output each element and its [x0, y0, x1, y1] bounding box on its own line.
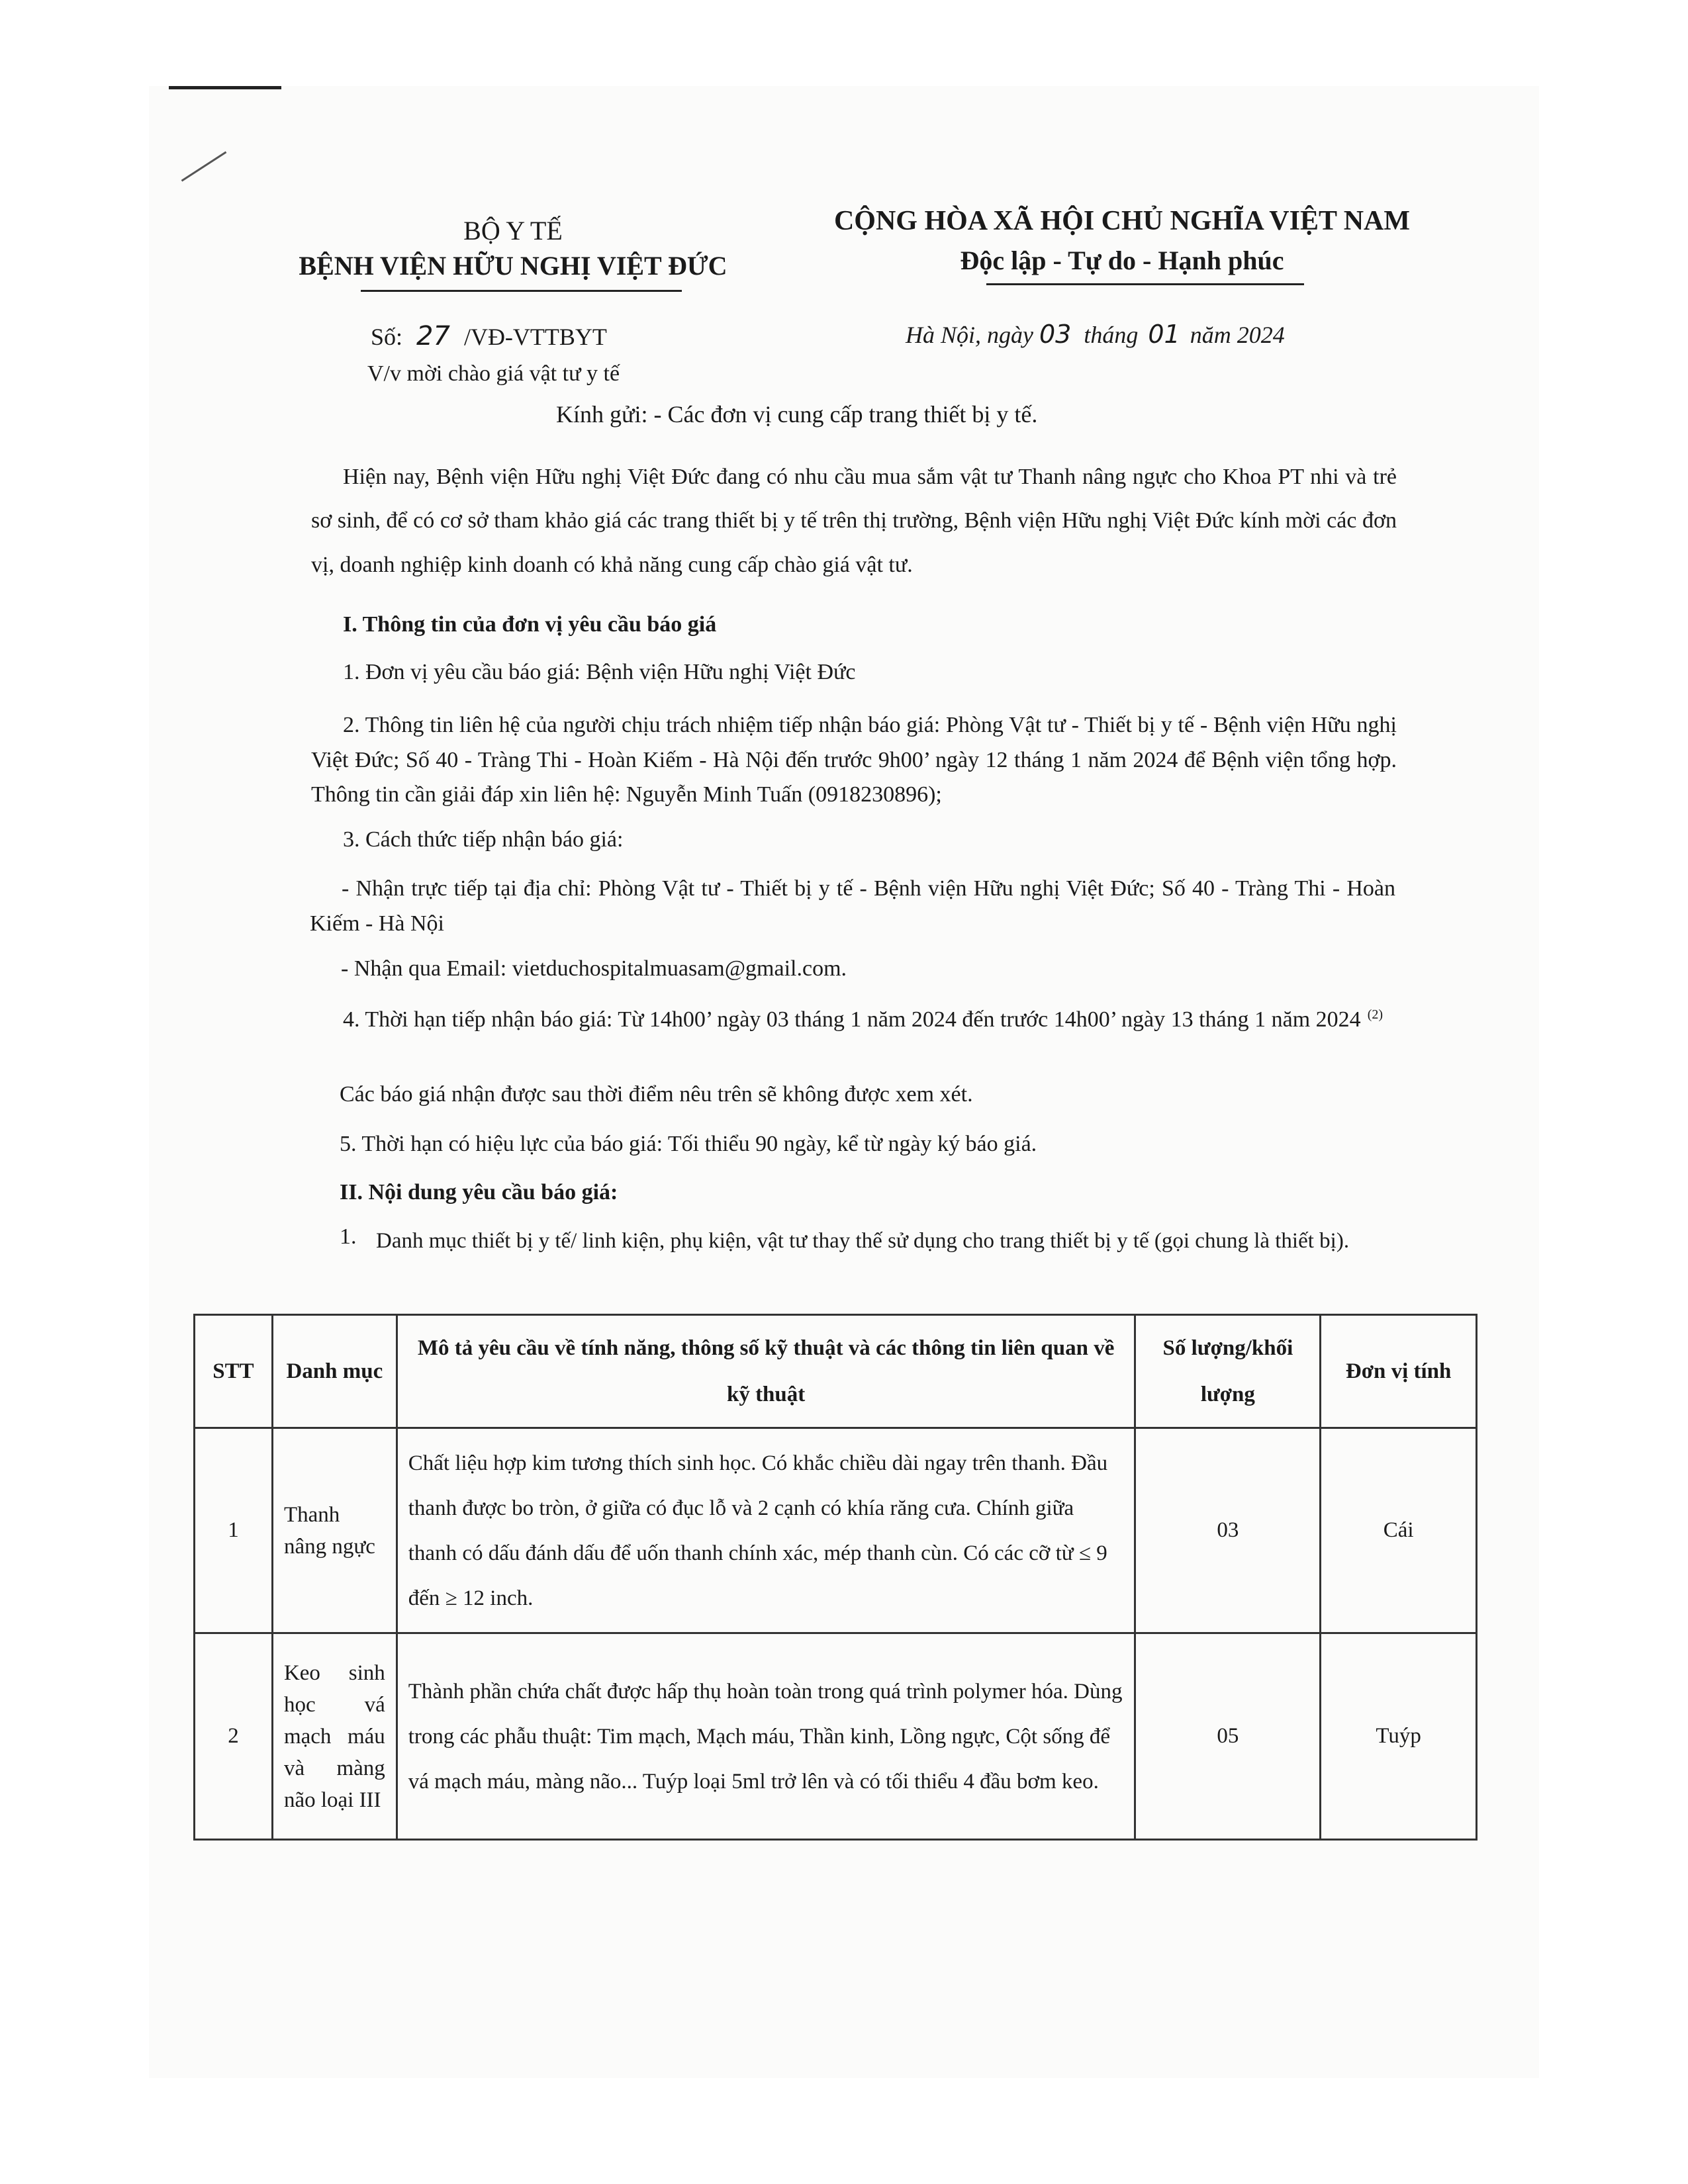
hospital-underline [361, 290, 682, 292]
header-description: Mô tả yêu cầu về tính năng, thông số kỹ thuật và các thông tin liên quan về kỹ thuật [397, 1315, 1135, 1428]
section-1-item-2: 2. Thông tin liên hệ của người chịu trách nhiệm tiếp nhận báo giá: Phòng Vật tư - Thiết bị y tế - Bệnh viện Hữu nghị Việt Đức; Số 40 - Tràng Thi - Hoàn Kiếm - Hà Nội đến trước 9h00’ ngày 12 tháng 1 năm 2024 để Bệnh viện tổng hợp. Thông tin cần giải đáp xin liên hệ: Nguyễn Minh Tuấn (0918230896); [311, 713, 1397, 807]
header-quantity: Số lượng/khối lượng [1135, 1315, 1321, 1428]
header-category: Danh mục [272, 1315, 397, 1428]
number-suffix: /VĐ-VTTBYT [463, 324, 607, 350]
document-subject: V/v mời chào giá vật tư y tế [367, 361, 620, 386]
section-1-title: I. Thông tin của đơn vị yêu cầu báo giá [343, 612, 717, 637]
date-day: 03 [1039, 320, 1072, 349]
row-description: Chất liệu hợp kim tương thích sinh học. Có khắc chiều dài ngay trên thanh. Đầu thanh được bo tròn, ở giữa có đục lỗ và 2 cạnh có khía răng cưa. Chính giữa thanh có dấu đánh dấu để uốn thanh chính xác, mép thanh cùn. Có các cỡ từ ≤ 9 đến ≥ 12 inch. [397, 1428, 1135, 1633]
republic-title: CỘNG HÒA XÃ HỘI CHỦ NGHĨA VIỆT NAM [833, 206, 1411, 236]
number-label: Số: [371, 324, 403, 350]
header-stt: STT [195, 1315, 273, 1428]
intro-paragraph: Hiện nay, Bệnh viện Hữu nghị Việt Đức đang có nhu cầu mua sắm vật tư Thanh nâng ngực cho Khoa PT nhi và trẻ sơ sinh, để có cơ sở tham khảo giá các trang thiết bị y tế trên thị trường, Bệnh viện Hữu nghị Việt Đức kính mời các đơn vị, doanh nghiệp kinh doanh có khả năng cung cấp chào giá vật tư. [311, 465, 1397, 577]
table-header-row [195, 1315, 1477, 1428]
date-month: 01 [1148, 320, 1180, 349]
item-4-text: 4. Thời hạn tiếp nhận báo giá: Từ 14h00’ ngày 03 tháng 1 năm 2024 đến trước 14h00’ ngày 13 tháng 1 năm 2024 [343, 1007, 1361, 1032]
row-description: Thành phần chứa chất được hấp thụ hoàn toàn trong quá trình polymer hóa. Dùng trong các phẫu thuật: Tim mạch, Mạch máu, Thần kinh, Lồng ngực, Cột sống để vá mạch máu, màng não... Tuýp loại 5ml trở lên và có tối thiểu 4 đầu bơm keo. [397, 1633, 1135, 1840]
document-date [906, 320, 1285, 349]
section-2-title: II. Nội dung yêu cầu báo giá: [340, 1180, 618, 1205]
row-stt: 1 [195, 1428, 273, 1633]
row-unit: Cái [1321, 1428, 1477, 1633]
number-handwritten: 27 [416, 321, 450, 351]
section-2-item-number: 1. [340, 1224, 357, 1249]
section-1-item-4 [310, 1003, 1395, 1038]
recipient-line: Kính gửi: - Các đơn vị cung cấp trang thiết bị y tế. [556, 401, 1038, 428]
date-month-label: tháng [1084, 322, 1139, 348]
row-category: Keo sinh học vá mạch máu và màng não loại III [272, 1633, 397, 1840]
date-year: năm 2024 [1190, 322, 1285, 348]
row-category: Thanh nâng ngực [272, 1428, 397, 1633]
row-unit: Tuýp [1321, 1633, 1477, 1840]
motto: Độc lập - Tự do - Hạnh phúc [960, 246, 1284, 275]
table-row [195, 1428, 1477, 1633]
document-number [371, 321, 607, 351]
date-prefix: Hà Nội, ngày [906, 322, 1033, 348]
item-4-footnote: (2) [1367, 1007, 1383, 1022]
section-1-item-3b: - Nhận qua Email: vietduchospitalmuasam@gmail.com. [341, 956, 847, 981]
section-1-item-3: 3. Cách thức tiếp nhận báo giá: [343, 827, 624, 852]
section-1-item-5: 5. Thời hạn có hiệu lực của báo giá: Tối thiểu 90 ngày, kể từ ngày ký báo giá. [340, 1132, 1037, 1156]
table-row [195, 1633, 1477, 1840]
row-quantity: 03 [1135, 1428, 1321, 1633]
header-unit: Đơn vị tính [1321, 1315, 1477, 1428]
hospital-name: BỆNH VIỆN HỮU NGHỊ VIỆT ĐỨC [299, 251, 727, 281]
section-1-item-1: 1. Đơn vị yêu cầu báo giá: Bệnh viện Hữu nghị Việt Đức [343, 660, 856, 684]
motto-underline [986, 283, 1304, 285]
late-quote-note: Các báo giá nhận được sau thời điểm nêu trên sẽ không được xem xét. [340, 1082, 973, 1107]
items-table [193, 1314, 1477, 1841]
section-1-item-3a: - Nhận trực tiếp tại địa chỉ: Phòng Vật tư - Thiết bị y tế - Bệnh viện Hữu nghị Việt Đức; Số 40 - Tràng Thi - Hoàn Kiếm - Hà Nội [310, 876, 1395, 936]
row-stt: 2 [195, 1633, 273, 1840]
scan-mark [169, 86, 281, 89]
section-2-item-1: Danh mục thiết bị y tế/ linh kiện, phụ kiện, vật tư thay thế sử dụng cho trang thiết bị y tế (gọi chung là thiết bị). [376, 1229, 1350, 1253]
ministry-name: BỘ Y TẾ [463, 216, 563, 246]
row-quantity: 05 [1135, 1633, 1321, 1840]
